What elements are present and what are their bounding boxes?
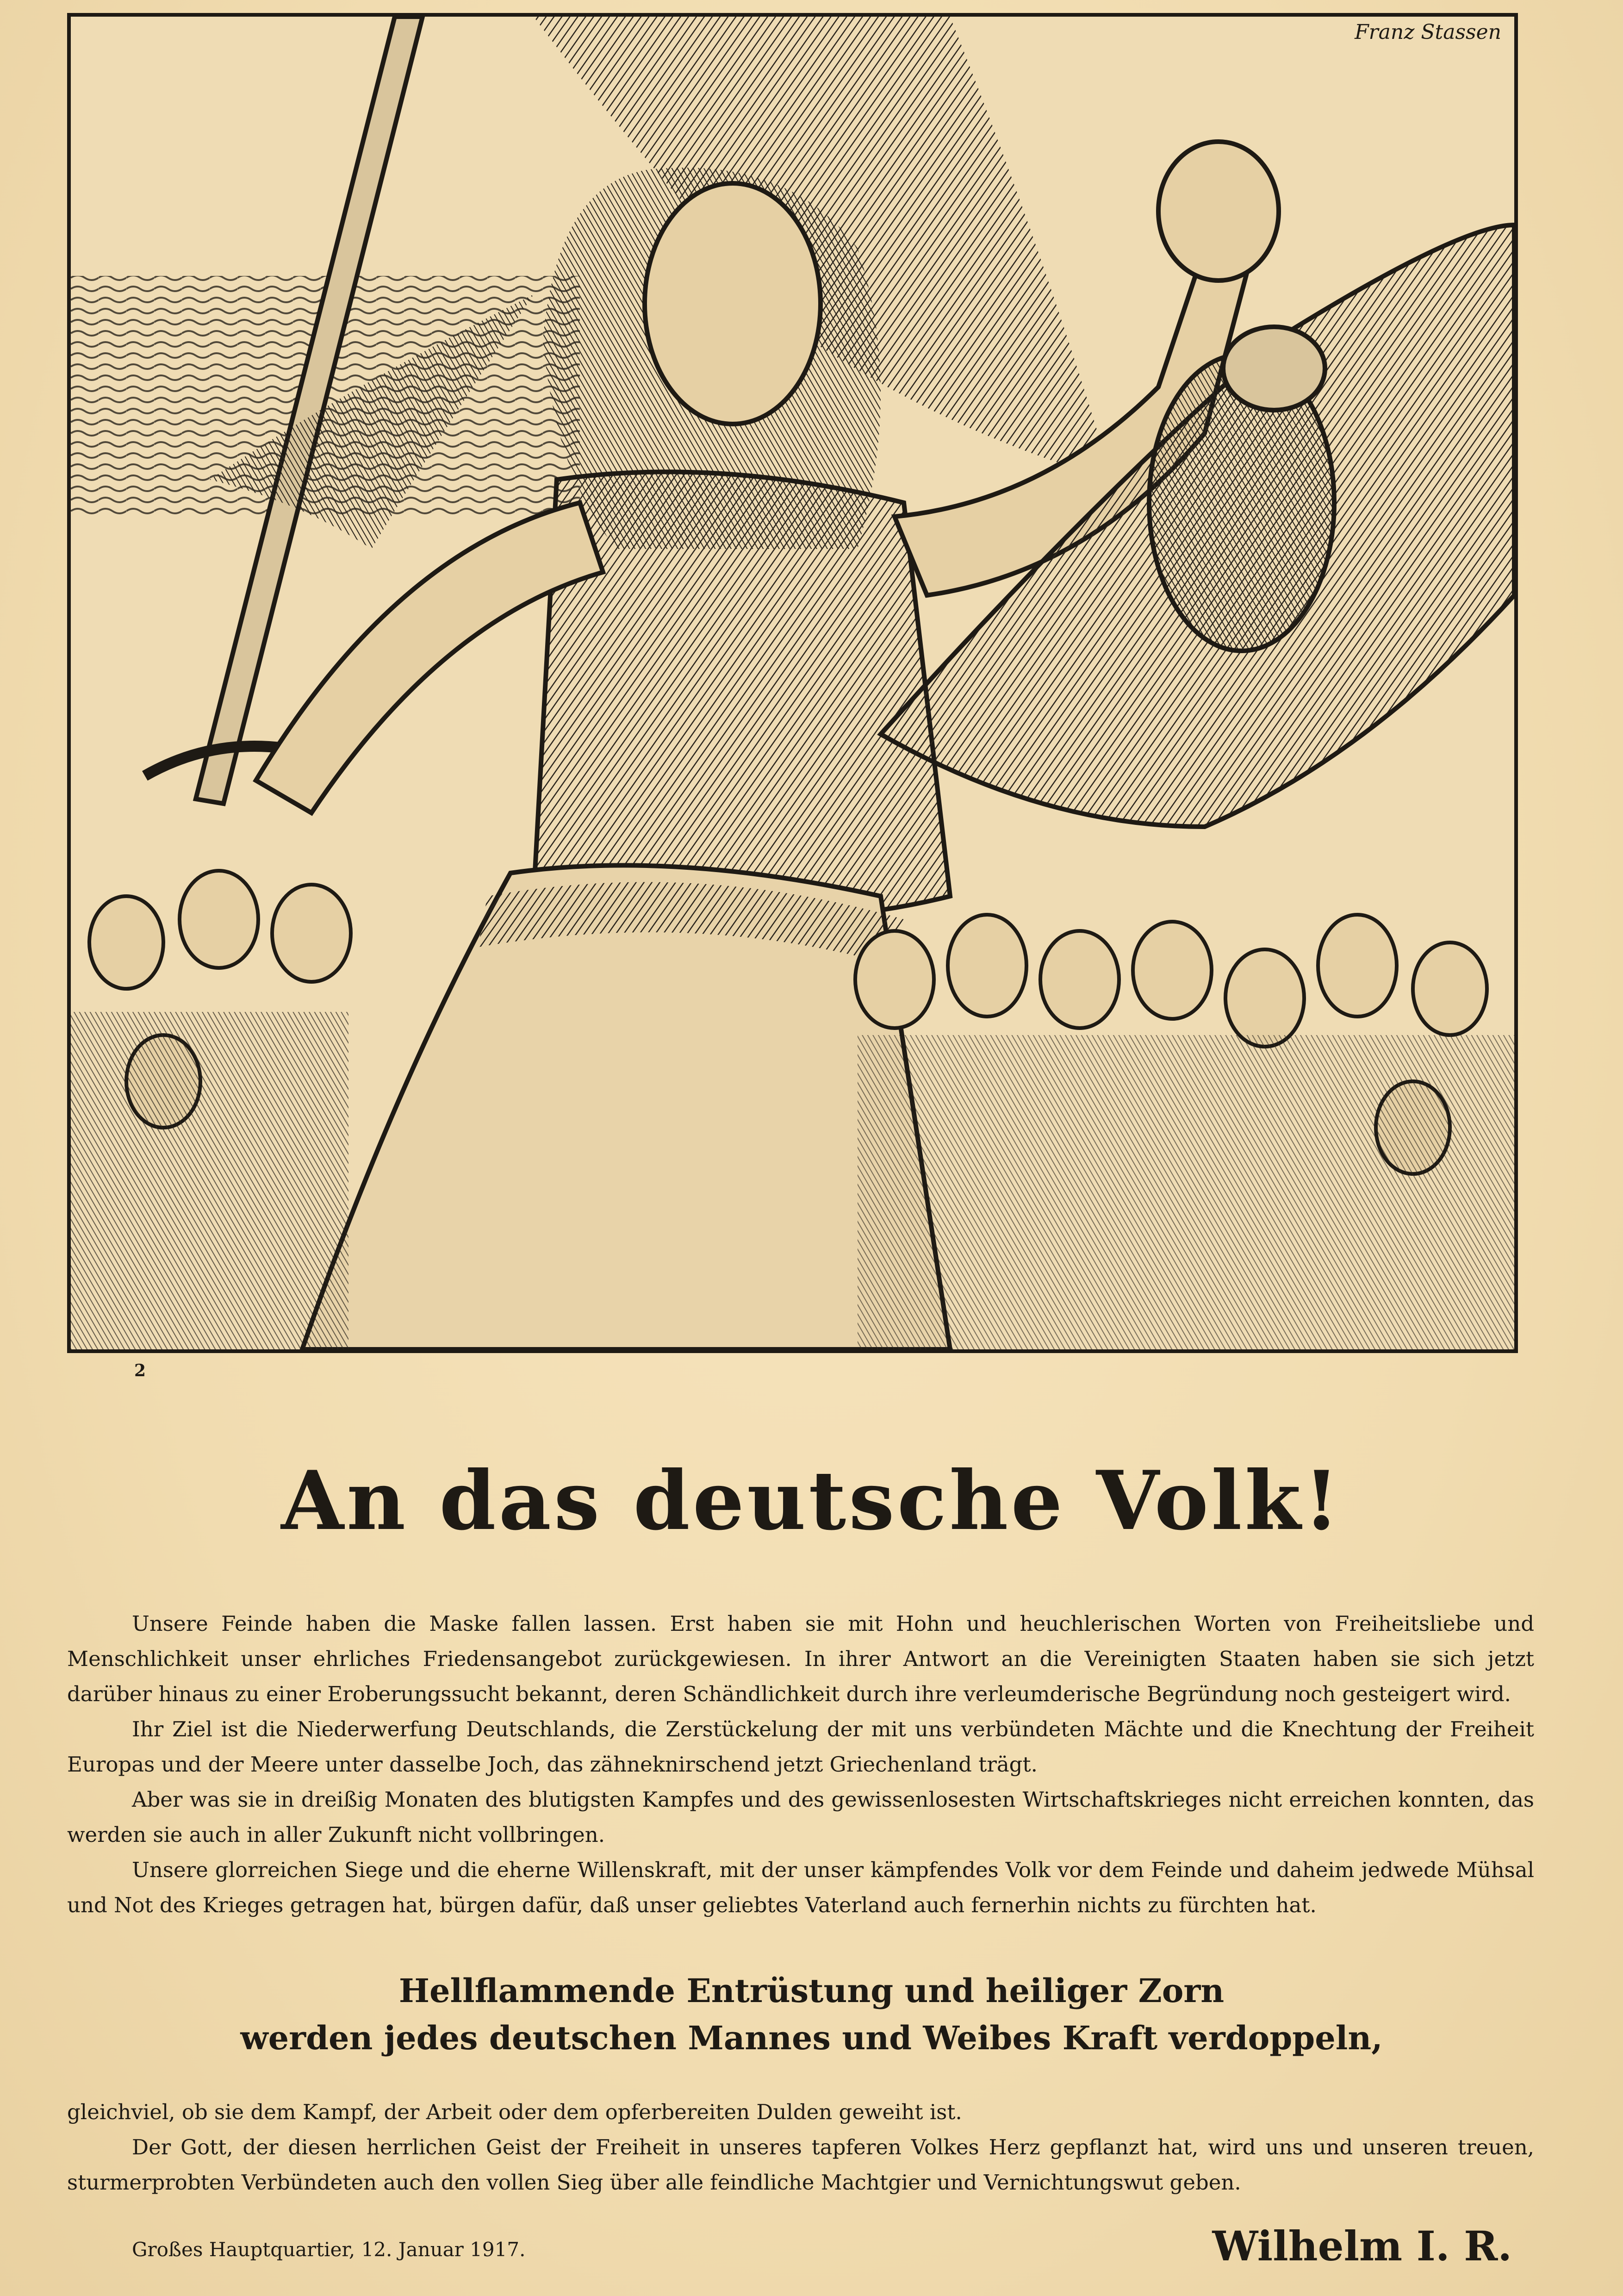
- breastplate: [534, 472, 950, 919]
- imperial-signature: Wilhelm I. R.: [1212, 2222, 1512, 2270]
- closing-text: [67, 2095, 1534, 2200]
- poster-illustration: [67, 13, 1518, 1353]
- subheadline-line-1: Hellflammende Entrüstung und heiliger Zorn: [398, 1972, 1225, 2010]
- paragraph-2: Ihr Ziel ist die Niederwerfung Deutschlands, die Zerstückelung der mit uns verbündeten Mächte und die Knechtung der Freiheit Europas und der Meere unter dasselbe Joch, das zähneknirschend jetzt Griechenland trägt.: [67, 1717, 1534, 1777]
- illustration-drawing: [71, 17, 1514, 1349]
- paragraph-4: Unsere glorreichen Siege und die eherne Willenskraft, mit der unser kämpfendes Volk vor dem Feinde und daheim jedwede Mühsal und Not des Krieges getragen hat, bürgen dafür, daß unser geliebtes Vaterland auch fernerhin nichts zu fürchten hat.: [67, 1858, 1534, 1917]
- paragraph-3: Aber was sie in dreißig Monaten des blutigsten Kampfes und des gewissenlosesten Wirtschaftskrieges nicht erreichen konnten, das werden sie auch in aller Zukunft nicht vollbringen.: [67, 1787, 1534, 1847]
- page-number: 2: [134, 1361, 146, 1380]
- crowd-right-shading: [858, 1035, 1514, 1349]
- artist-signature: Franz Stassen: [1350, 19, 1506, 45]
- subheadline: [0, 1967, 1623, 2062]
- proclamation-body: [67, 1606, 1534, 1923]
- raised-fist: [1158, 142, 1279, 281]
- subheadline-line-2: werden jedes deutschen Mannes und Weibes Kraft verdoppeln,: [240, 2019, 1383, 2057]
- face: [645, 183, 821, 424]
- crowd-left-shading: [71, 1012, 348, 1349]
- eagle-head: [1223, 327, 1325, 410]
- paragraph-1: Unsere Feinde haben die Maske fallen lassen. Erst haben sie mit Hohn und heuchlerischen Worten von Freiheitsliebe und Menschlichkeit unser ehrliches Friedensangebot zurückgewiesen. In ihrer Antwort an die Vereinigten Staaten haben sie sich jetzt darüber hinaus zu einer Eroberungssucht bekannt, deren Schändlichkeit durch ihre verleumderische Begründung noch gesteigert wird.: [67, 1611, 1534, 1706]
- dateline: Großes Hauptquartier, 12. Januar 1917.: [132, 2238, 526, 2261]
- poster-headline: An das deutsche Volk!: [281, 1454, 1342, 1548]
- closing-line-1: gleichviel, ob sie dem Kampf, der Arbeit oder dem opferbereiten Dulden geweiht ist.: [67, 2100, 962, 2124]
- closing-line-2: Der Gott, der diesen herrlichen Geist der Freiheit in unseres tapferen Volkes Herz gepflanzt hat, wird uns und unseren treuen, sturmerprobten Verbündeten auch den vollen Sieg über alle feindliche Machtgier und Vernichtungswut geben.: [67, 2135, 1534, 2195]
